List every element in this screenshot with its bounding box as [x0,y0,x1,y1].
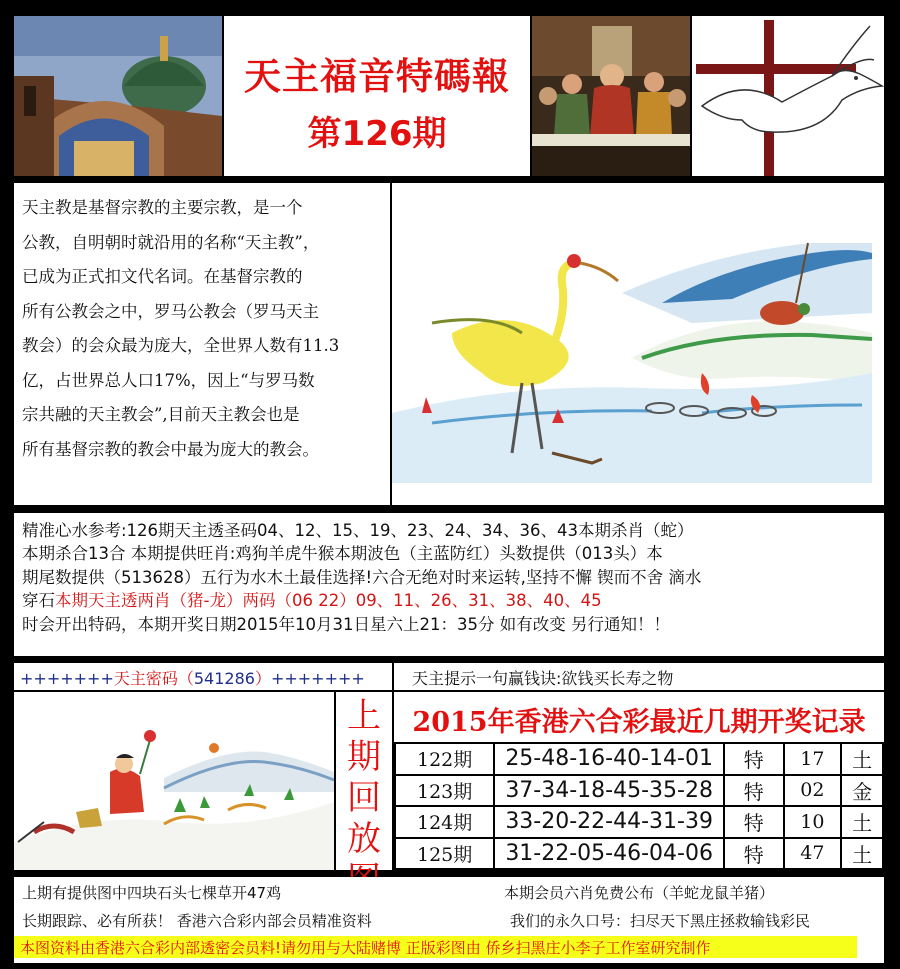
numbers-cell: 31-22-05-46-04-06 [494,838,724,870]
intro-line: 亿，占世界总人口17%，因上“与罗马数 [22,370,315,390]
table-row [395,775,883,807]
prediction-panel [14,513,884,656]
prediction-line: 精准心水参考:126期天主透圣码04、12、15、19、23、24、34、36、43本期杀肖（蛇） [22,521,694,540]
intro-line: 宗共融的天主教会”,目前天主教会也是 [22,405,300,424]
plus-decoration: +++++++ [270,669,365,688]
element-cell: 土 [841,743,883,775]
cross-dove-image [692,16,884,176]
footer-line: 我们的永久口号：扫尽天下黑庄拯救输钱彩民 [510,912,811,930]
prediction-line [22,589,882,612]
footer-line: 上期有提供图中四块石头七棵草开47鸡 [22,884,282,902]
footer-line: 本期会员六肖免费公布（羊蛇龙鼠羊猪） [504,884,775,902]
intro-line: 教会）的会众最为庞大，全世界人数有11.3 [22,336,340,355]
period-cell: 124期 [395,806,494,838]
results-title: 2015年香港六合彩最近几期开奖记录 [412,707,866,738]
secret-code-value: 541286 [193,669,255,688]
table-row [395,806,883,838]
last-supper-image [532,16,690,176]
prediction-highlight: 本期天主透两肖（猪-龙）两码（06 22）09、11、26、31、38、40、45 [55,591,602,611]
period-cell: 122期 [395,743,494,775]
intro-line: 已成为正式扣文代名词。在基督宗教的 [22,267,303,286]
numbers-cell: 33-20-22-44-31-39 [494,806,724,838]
element-cell: 土 [841,806,883,838]
crane-illustration [392,183,884,505]
numbers-cell: 25-48-16-40-14-01 [494,743,724,775]
secret-code-bar [14,663,392,690]
previous-issue-label-panel [336,692,392,870]
intro-line: 公教，自明朝时就沿用的名称“天主教”， [22,232,320,252]
page-title: 天主福音特碼報 [244,55,510,98]
hint-text: 天主提示一句赢钱诀:欲钱买长寿之物 [412,669,674,688]
disclaimer-text: 本图资料由香港六合彩内部透密会员料!请勿用与大陆赌博 正版彩图由 侨乡扫黑庄小李子工作室研究制作 [20,939,711,957]
intro-line: 所有公教会之中，罗马公教会（罗马天主 [22,301,319,321]
prediction-line: 期尾数提供（513628）五行为水木土最佳选择!六合无绝对时来运转,坚持不懈 锲而不舍 滴水 [22,567,702,587]
table-row [395,743,883,775]
intro-line: 所有基督宗教的教会中最为庞大的教会。 [22,439,319,459]
prediction-line: 本期杀合13合 本期提供旺肖:鸡狗羊虎牛猴本期波色（主蓝防红）头数提供（013头）本 [22,544,663,564]
results-table [394,742,884,870]
results-title-panel [394,692,884,742]
special-marker-cell: 特 [724,838,784,870]
secret-code-text [20,666,365,689]
intro-panel [14,183,390,505]
prediction-text [22,519,882,636]
element-cell: 金 [841,775,883,807]
numbers-cell: 37-34-18-45-35-28 [494,775,724,807]
secret-code-close: ） [254,669,271,688]
footer-line: 长期跟踪、必有所获！ 香港六合彩内部会员精准资料 [22,912,372,930]
church-dome-image [14,16,222,176]
disclaimer-band [14,936,857,958]
prediction-line: 时会开出特码，本期开奖日期2015年10月31日星六上21：35分 如有改变 另行通知！！ [22,614,670,634]
hint-bar [394,663,884,690]
title-panel [224,16,530,176]
period-cell: 123期 [395,775,494,807]
prediction-text-black: 穿石 [22,591,55,611]
previous-issue-image [14,692,334,870]
special-number-cell: 17 [784,743,842,775]
intro-line: 天主教是基督宗教的主要宗教，是一个 [22,198,303,217]
special-marker-cell: 特 [724,775,784,807]
issue-number: 第126期 [307,114,447,154]
previous-issue-label: 上期回放 [347,696,381,859]
intro-paragraph [22,191,384,467]
table-row [395,838,883,870]
special-marker-cell: 特 [724,806,784,838]
special-number-cell: 02 [784,775,842,807]
secret-code-label: 天主密码（ [113,669,194,688]
special-number-cell: 10 [784,806,842,838]
element-cell: 土 [841,838,883,870]
special-marker-cell: 特 [724,743,784,775]
period-cell: 125期 [395,838,494,870]
special-number-cell: 47 [784,838,842,870]
plus-decoration: +++++++ [20,669,114,688]
